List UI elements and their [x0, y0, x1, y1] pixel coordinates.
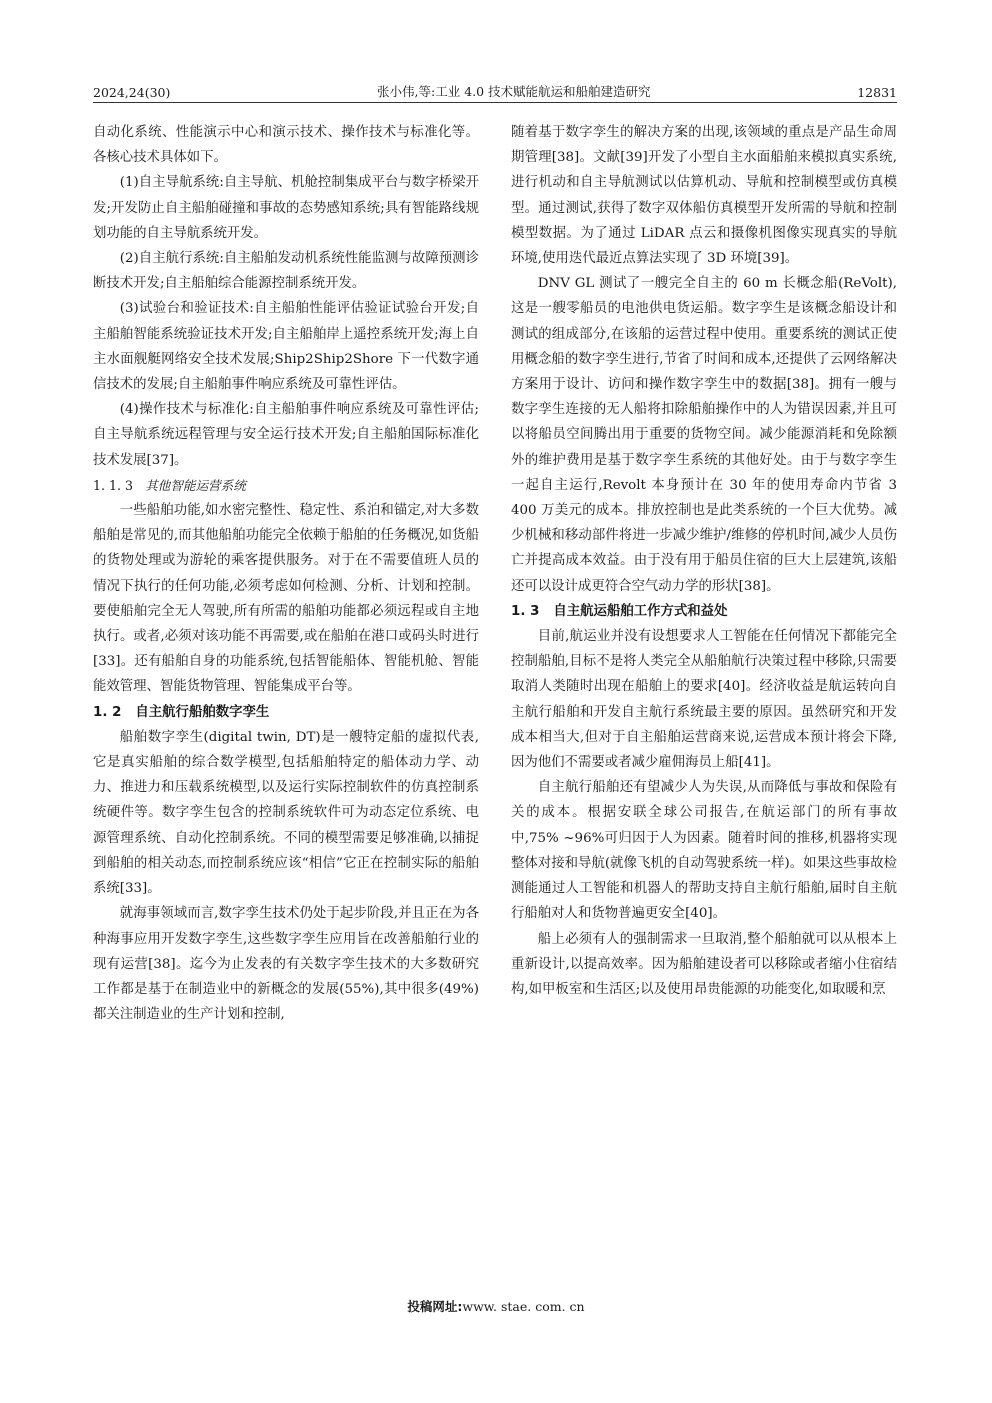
paragraph: (3)试验台和验证技术:自主船舶性能评估验证试验台开发;自主船舶智能系统验证技术开发;自主船舶岸上遥控系统开发;海上自主水面舰艇网络安全技术发展;Ship2Ship2Shore 下一代数字通信技术的发展;自主船舶事件响应系统及可靠性评估。 — [93, 301, 479, 393]
running-header — [93, 80, 897, 100]
paragraph: 自主航行船舶还有望减少人为失误,从而降低与事故和保险有关的成本。根据安联全球公司报告,在航运部门的所有事故中,75% ~96%可归因于人为因素。随着时间的推移,机器将实现整体对接和导航(就像飞机的自动驾驶系统一样)。如果这些事故检测能通过人工智能和机器人的帮助支持自主航行船舶,届时自主航行船舶对人和货物普遍更安全[40]。 — [511, 780, 897, 922]
paragraph: 就海事领域而言,数字孪生技术仍处于起步阶段,并且正在为各种海事应用开发数字孪生,这些数字孪生应用旨在改善船舶行业的现有运营[38]。迄今为止发表的有关数字孪生技术的大多数研究工作都是基于在制造业中的新概念的发展(55%),其中很多(49%)都关注制造业的生产计划和控制, — [93, 906, 479, 1023]
heading-number: 1. 3 — [511, 603, 540, 619]
page-footer — [0, 1297, 992, 1315]
heading-text: 其他智能运营系统 — [145, 477, 246, 493]
article-running-title: 张小伟,等:工业 4.0 技术赋能航运和船舶建造研究 — [377, 84, 651, 99]
right-column — [511, 120, 897, 1002]
paragraph: 一些船舶功能,如水密完整性、稳定性、系泊和锚定,对大多数船舶是常见的,而其他船舶功能完全依赖于船舶的任务概况,如货船的货物处理或为游轮的乘客提供服务。对于在不需要值班人员的情况下执行的任何功能,必须考虑如何检测、分析、计划和控制。要使船舶完全无人驾驶,所有所需的船舶功能都必须远程或自主地执行。或者,必须对该功能不再需要,或在船舶在港口或码头时进行[33]。还有船舶自身的功能系统,包括智能船体、智能机舱、智能能效管理、智能货物管理、智能集成平台等。 — [93, 503, 479, 695]
paragraph: 随着基于数字孪生的解决方案的出现,该领域的重点是产品生命周期管理[38]。文献[39]开发了小型自主水面船舶来模拟真实系统,进行机动和自主导航测试以估算机动、导航和控制模型或仿真模型。通过测试,获得了数字双体船仿真模型开发所需的导航和控制模型数据。为了通过 LiDAR 点云和摄像机图像实现真实的导航环境,使用迭代最近点算法实现了 3D 环境[39]。 — [511, 125, 897, 267]
paragraph: 目前,航运业并没有设想要求人工智能在任何情况下都能完全控制船舶,目标不是将人类完全从船舶航行决策过程中移除,只需要取消人类随时出现在船舶上的要求[40]。经济收益是航运转向自主航行船舶和开发自主航行系统最主要的原因。虽然研究和开发成本相当大,但对于自主船舶运营商来说,运营成本预计将会下降,因为他们不需要或者减少雇佣海员上船[41]。 — [511, 629, 897, 771]
submission-url[interactable]: www. stae. com. cn — [462, 1299, 585, 1314]
journal-issue: 2024,24(30) — [93, 85, 171, 100]
paragraph: (1)自主导航系统:自主导航、机舱控制集成平台与数字桥梁开发;开发防止自主船舶碰撞和事故的态势感知系统;具有智能路线规划功能的自主导航系统开发。 — [93, 175, 479, 241]
paragraph: (2)自主航行系统:自主船舶发动机系统性能监测与故障预测诊断技术开发;自主船舶综合能源控制系统开发。 — [93, 251, 479, 292]
submission-label: 投稿网址: — [407, 1299, 463, 1314]
heading-text: 自主航行船舶数字孪生 — [135, 704, 270, 720]
header-rule — [93, 102, 897, 103]
paragraph: 自动化系统、性能演示中心和演示技术、操作技术与标准化等。各核心技术具体如下。 — [93, 125, 479, 166]
section-heading-1-3 — [511, 599, 897, 624]
left-column — [93, 120, 479, 1027]
heading-number: 1. 2 — [93, 704, 122, 720]
page-number: 12831 — [857, 85, 897, 100]
paragraph: DNV GL 测试了一艘完全自主的 60 m 长概念船(ReVolt),这是一艘零船员的电池供电货运船。数字孪生是该概念船设计和测试的组成部分,在该船的运营过程中使用。重要系统的测试正使用概念船的数字孪生进行,节省了时间和成本,还提供了云网络解决方案用于设计、访问和操作数字孪生中的数据[38]。拥有一艘与数字孪生连接的无人船将扣除船舶操作中的人为错误因素,并且可以将船员空间腾出用于重要的货物空间。减少能源消耗和免除额外的维护费用是基于数字孪生系统的其他好处。由于与数字孪生一起自主运行,Revolt 本身预计在 30 年的使用寿命内节省 3 400 万美元的成本。排放控制也是此类系统的一个巨大优势。减少机械和移动部件将进一步减少维护/维修的停机时间,减少人员伤亡并提高成本效益。由于没有用于船员住宿的巨大上层建筑,该船还可以设计成更符合空气动力学的形状[38]。 — [511, 276, 897, 594]
paragraph: 船舶数字孪生(digital twin, DT)是一艘特定船的虚拟代表,它是真实船舶的综合数学模型,包括船舶特定的船体动力学、动力、推进力和压载系统模型,以及运行实际控制软件的仿真控制系统硬件等。数字孪生包含的控制系统软件可为动态定位系统、电源管理系统、自动化控制系统。不同的模型需要足够准确,以捕捉到船舶的相关动态,而控制系统应该“相信”它正在控制实际的船舶系统[33]。 — [93, 729, 479, 897]
subsection-heading-1-1-3 — [93, 473, 479, 498]
paragraph: 船上必须有人的强制需求一旦取消,整个船舶就可以从根本上重新设计,以提高效率。因为船舶建设者可以移除或者缩小住宿结构,如甲板室和生活区;以及使用昂贵能源的功能变化,如取暖和烹 — [511, 931, 897, 997]
heading-number: 1. 1. 3 — [93, 477, 134, 493]
heading-text: 自主航运船舶工作方式和益处 — [553, 603, 728, 619]
paragraph: (4)操作技术与标准化:自主船舶事件响应系统及可靠性评估;自主导航系统远程管理与安全运行技术开发;自主船舶国际标准化技术发展[37]。 — [93, 402, 479, 468]
section-heading-1-2 — [93, 700, 479, 725]
